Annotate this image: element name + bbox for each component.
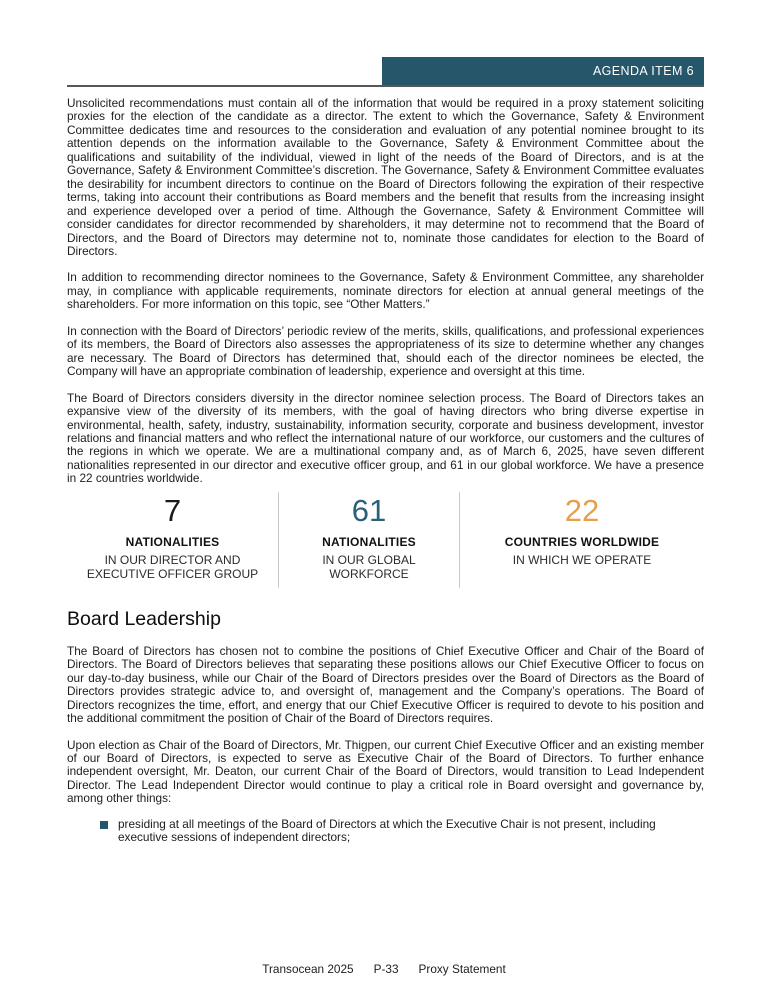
- list-item-presiding-meetings: [67, 818, 704, 845]
- stat-label-countries-worldwide: COUNTRIES WORLDWIDE: [504, 534, 660, 549]
- diversity-stats-strip: [67, 492, 704, 588]
- stat-label-director-nationalities: NATIONALITIES: [125, 534, 220, 549]
- stat-sublabel-workforce-nationalities: IN OUR GLOBAL WORKFORCE: [322, 552, 416, 582]
- stat-value-workforce-nationalities: 61: [351, 492, 387, 528]
- stat-director-nationalities: [67, 492, 278, 588]
- stat-sublabel-countries-worldwide: IN WHICH WE OPERATE: [512, 552, 652, 567]
- paragraph-ceo-chair-separation: The Board of Directors has chosen not to combine the positions of Chief Executive Officer and Chair of the Board of Directors. The Board of Directors believes that separating these positions allows our Chief Executive Officer to focus on our day-to-day business, while our Chair of the Board of Directors presides over the Board of Directors as the Board of Directors provides strategic advice to, and oversight of, management and the Company’s operations. The Board of Directors recognizes the time, effort, and energy that our Chief Executive Officer is required to devote to his position and the additional commitment the position of Chair of the Board of Directors requires.: [67, 643, 704, 726]
- stat-label-workforce-nationalities: NATIONALITIES: [322, 534, 416, 549]
- square-bullet-icon: [100, 821, 108, 829]
- footer-company: Transocean 2025: [262, 962, 354, 976]
- header-divider: [67, 85, 704, 87]
- stat-countries-worldwide: [460, 492, 704, 588]
- page-footer: [0, 962, 768, 976]
- agenda-item-badge: [382, 57, 704, 85]
- paragraph-thigpen-deaton-roles: Upon election as Chair of the Board of Directors, Mr. Thigpen, our current Chief Executive Officer and an existing member of our Board of Directors, is expected to serve as Executive Chair of the Board of Directors. To further enhance independent oversight, Mr. Deaton, our current Chair of the Board of Directors, would transition to Lead Independent Director. The Lead Independent Director would continue to play a critical role in Board oversight and governance by, among other things:: [67, 737, 704, 806]
- stat-value-director-nationalities: 7: [163, 492, 182, 528]
- footer-page-number: P-33: [373, 962, 399, 976]
- page-content: [67, 0, 704, 845]
- stat-sublabel-director-nationalities: IN OUR DIRECTOR AND EXECUTIVE OFFICER GROUP: [86, 552, 259, 582]
- paragraph-board-size-review: In connection with the Board of Directors’ periodic review of the merits, skills, qualifications, and professional experiences of its members, the Board of Directors also assesses the appropriateness of its size to determine whether any changes are necessary. The Board of Directors has determined that, should each of the director nominees be elected, the Company will have an appropriate combination of leadership, experience and oversight at this time.: [67, 323, 704, 379]
- agenda-item-label: AGENDA ITEM 6: [592, 64, 694, 78]
- page-header: [67, 0, 704, 85]
- footer-document-title: Proxy Statement: [418, 962, 506, 976]
- board-leadership-heading: Board Leadership: [67, 607, 221, 630]
- list-item-text: presiding at all meetings of the Board of Directors at which the Executive Chair is not present, including executive sessions of independent directors;: [118, 816, 656, 845]
- paragraph-shareholder-nominations: In addition to recommending director nominees to the Governance, Safety & Environment Committee, any shareholder may, in compliance with applicable requirements, nominate directors for election at annual general meetings of the shareholders. For more information on this topic, see “Other Matters.”: [67, 270, 704, 312]
- paragraph-board-diversity: The Board of Directors considers diversity in the director nominee selection process. The Board of Directors takes an expansive view of the diversity of its members, with the goal of having directors who bring diverse expertise in environmental, health, safety, industry, sustainability, information security, corporate and business development, investor relations and financial matters and who reflect the international nature of our workforce, our customers and the cultures of the regions in which we operate. We are a multinational company and, as of March 6, 2025, have seven different nationalities represented in our director and executive officer group, and 61 in our global workforce. We have a presence in 22 countries worldwide.: [67, 390, 704, 486]
- paragraph-unsolicited-recommendations: Unsolicited recommendations must contain all of the information that would be required in a proxy statement soliciting proxies for the election of the candidate as a director. The extent to which the Governance, Safety & Environment Committee dedicates time and resources to the consideration and evaluation of any potential nominee brought to its attention depends on the information available to the Governance, Safety & Environment Committee about the qualifications and suitability of the individual, viewed in light of the needs of the Board of Directors, and is at the Governance, Safety & Environment Committee’s discretion. The Governance, Safety & Environment Committee evaluates the desirability for incumbent directors to continue on the Board of Directors following the expiration of their respective terms, taking into account their contributions as Board members and the benefit that results from the increasing insight and experience developed over a period of time. Although the Governance, Safety & Environment Committee will consider candidates for director recommended by shareholders, it may determine not to recommend that the Board of Directors, and the Board of Directors may determine not to, nominate those candidates for election to the Board of Directors.: [67, 96, 704, 258]
- stat-value-countries-worldwide: 22: [564, 492, 600, 528]
- stat-workforce-nationalities: [278, 492, 460, 588]
